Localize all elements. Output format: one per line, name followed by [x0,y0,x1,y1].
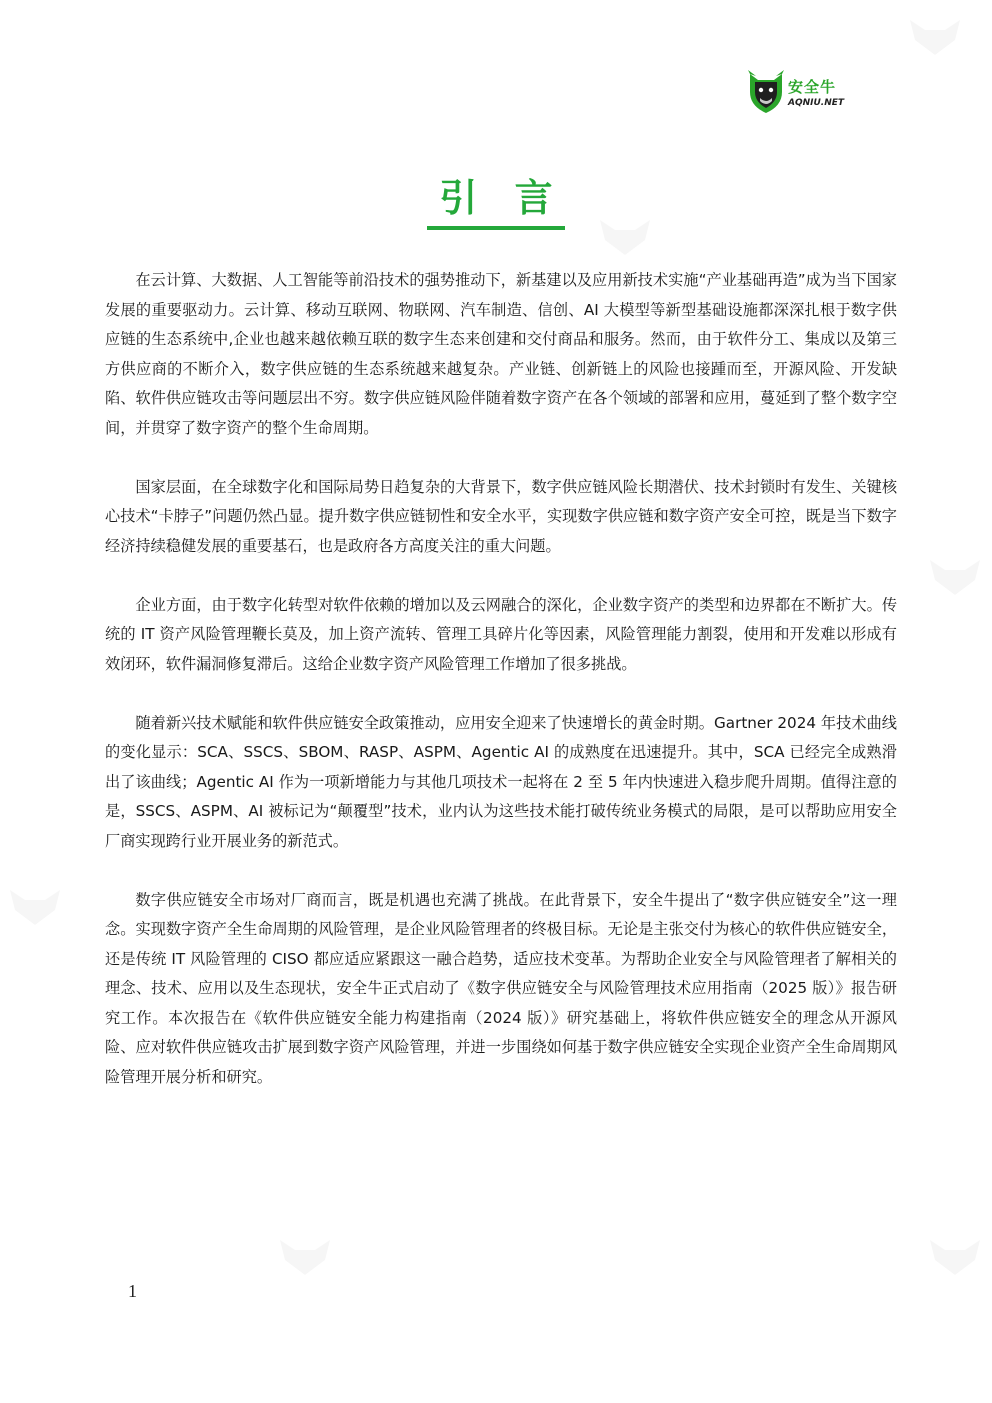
paragraph: 企业方面，由于数字化转型对软件依赖的增加以及云网融合的深化，企业数字资产的类型和边界都在不断扩大。传统的 IT 资产风险管理鞭长莫及，加上资产流转、管理工具碎片化等因素，风险管理能力割裂，使用和开发难以形成有效闭环，软件漏洞修复滞后。这给企业数字资产风险管理工作增加了很多挑战。 [105,595,897,673]
page-number: 1 [128,1281,137,1301]
watermark-bull-icon [0,880,70,930]
bull-shield-logo-icon [748,70,784,114]
page-title: 引 言 [427,172,564,230]
paragraph: 数字供应链安全市场对厂商而言，既是机遇也充满了挑战。在此背景下，安全牛提出了“数字供应链安全”这一理念。实现数字资产全生命周期的风险管理，是企业风险管理者的终极目标。无论是主张交付为核心的软件供应链安全，还是传统 IT 风险管理的 CISO 都应适应紧跟这一融合趋势，适应技术变革。为帮助企业安全与风险管理者了解相关的理念、技术、应用以及生态现状，安全牛正式启动了《数字供应链安全与风险管理技术应用指南（2025 版）》报告研究工作。本次报告在《软件供应链安全能力构建指南（2024 版）》研究基础上，将软件供应链安全的理念从开源风险、应对软件供应链攻击扩展到数字资产风险管理，并进一步围绕如何基于数字供应链安全实现企业资产全生命周期风险管理开展分析和研究。 [105,890,897,1086]
paragraph: 国家层面，在全球数字化和国际局势日趋复杂的大背景下，数字供应链风险长期潜伏、技术封锁时有发生、关键核心技术“卡脖子”问题仍然凸显。提升数字供应链韧性和安全水平，实现数字供应链和数字资产安全可控，既是当下数字经济持续稳健发展的重要基石，也是政府各方高度关注的重大问题。 [105,477,897,555]
watermark-bull-icon [920,550,990,600]
paragraph: 随着新兴技术赋能和软件供应链安全政策推动，应用安全迎来了快速增长的黄金时期。Gartner 2024 年技术曲线的变化显示：SCA、SSCS、SBOM、RASP、ASPM、Agentic AI 的成熟度在迅速提升。其中，SCA 已经完全成熟滑出了该曲线；Agentic AI 作为一项新增能力与其他几项技术一起将在 2 至 5 年内快速进入稳步爬升周期。值得注意的是，SSCS、ASPM、AI 被标记为“颠覆型”技术，业内认为这些技术能打破传统业务模式的局限，是可以帮助应用安全厂商实现跨行业开展业务的新范式。 [105,713,897,850]
watermark-bull-icon [900,10,970,60]
brand-logo [748,70,858,116]
paragraph: 在云计算、大数据、人工智能等前沿技术的强势推动下，新基建以及应用新技术实施“产业基础再造”成为当下国家发展的重要驱动力。云计算、移动互联网、物联网、汽车制造、信创、AI 大模型等新型基础设施都深深扎根于数字供应链的生态系统中,企业也越来越依赖互联的数字生态来创建和交付商品和服务。然而，由于软件分工、集成以及第三方供应商的不断介入，数字供应链的生态系统越来越复杂。产业链、创新链上的风险也接踵而至，开源风险、开发缺陷、软件供应链攻击等问题层出不穷。数字供应链风险伴随着数字资产在各个领域的部署和应用，蔓延到了整个数字空间，并贯穿了数字资产的整个生命周期。 [105,271,897,437]
body-content [105,266,897,1122]
watermark-bull-icon [270,1230,340,1280]
brand-name: 安全牛 [788,78,837,96]
brand-domain: AQNIU.NET [788,98,845,108]
title-container [0,172,992,230]
watermark-bull-icon [920,1230,990,1280]
